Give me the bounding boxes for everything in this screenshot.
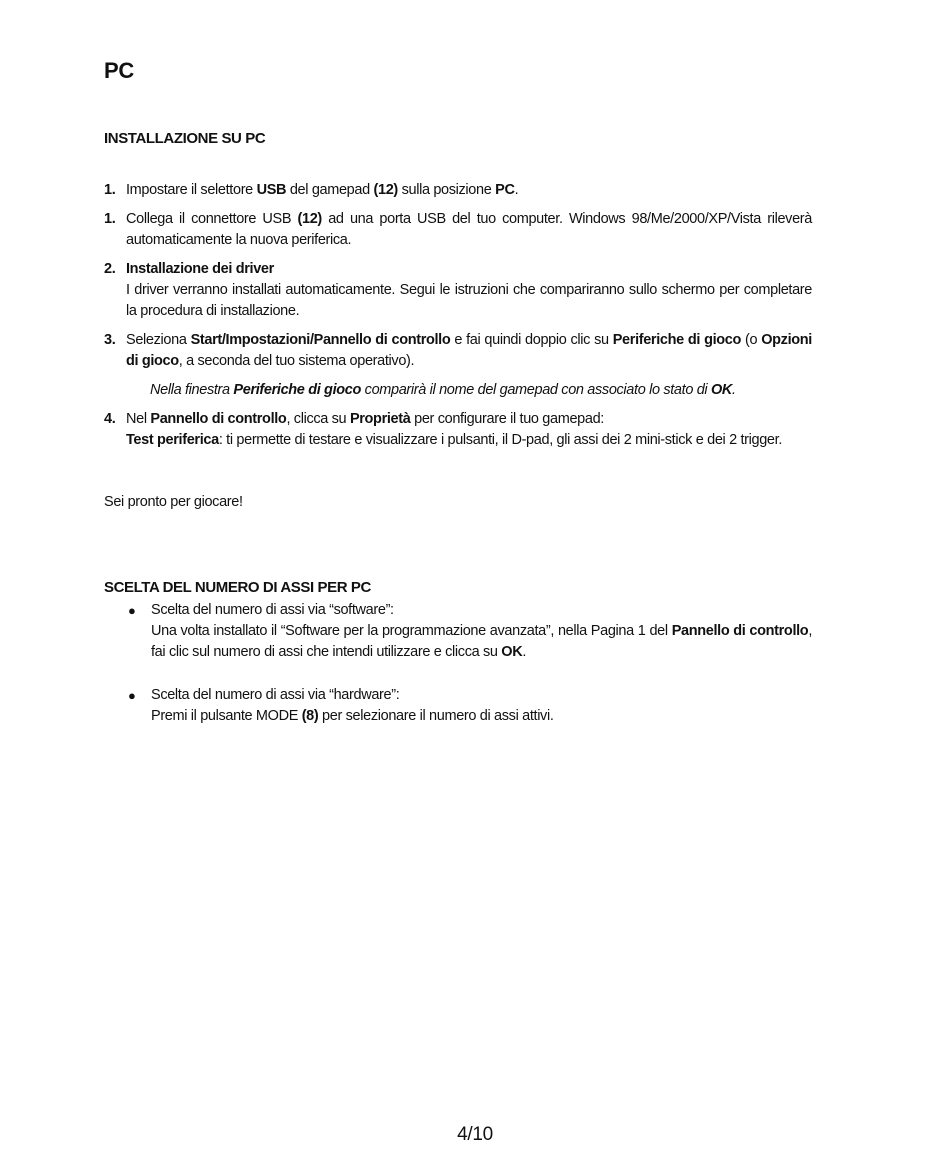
list-item-title: Scelta del numero di assi via “software”: <box>151 602 394 618</box>
bullet-icon: ● <box>128 688 136 703</box>
list-item <box>104 685 812 727</box>
install-heading: INSTALLAZIONE SU PC <box>104 130 266 147</box>
step-description: I driver verranno installati automaticamente. Segui le istruzioni che compariranno sullo schermo per completare la procedura di installazione. <box>126 282 812 319</box>
step-4 <box>104 409 812 451</box>
bullet-icon: ● <box>128 603 136 618</box>
step-text: Impostare il selettore USB del gamepad (12) sulla posizione PC. <box>126 182 519 198</box>
step-number: 3. <box>104 332 116 348</box>
page-title: PC <box>104 58 134 83</box>
list-item-title: Scelta del numero di assi via “hardware”: <box>151 687 400 703</box>
list-item-text: Scelta del numero di assi via “software”: Una volta installato il “Software per la programmazione avanzata”, nella Pagina 1 del Pannello di controllo, fai clic sul numero di assi che intendi utilizzare e clicca su OK. <box>151 602 812 660</box>
step-number: 4. <box>104 411 116 427</box>
page-number: 4/10 <box>457 1124 493 1145</box>
step-number: 2. <box>104 261 116 277</box>
axes-heading: SCELTA DEL NUMERO DI ASSI PER PC <box>104 579 371 596</box>
step-3-note: Nella finestra Periferiche di gioco comparirà il nome del gamepad con associato lo stato di OK. <box>150 382 736 398</box>
step-text <box>126 259 812 322</box>
axes-options <box>104 600 812 749</box>
step-3 <box>104 330 812 372</box>
step-number: 1. <box>104 211 116 227</box>
step-heading: Installazione dei driver <box>126 261 274 277</box>
install-steps <box>104 180 812 459</box>
step-text: Seleziona Start/Impostazioni/Pannello di controllo e fai quindi doppio clic su Periferiche di gioco (o Opzioni di gioco, a seconda del tuo sistema operativo). <box>126 332 812 369</box>
step-text: Nel Pannello di controllo, clicca su Proprietà per configurare il tuo gamepad: Test periferica: ti permette di testare e visualizzare i pulsanti, il D-pad, gli assi dei 2 mini-stick e dei 2 trigger. <box>126 411 783 448</box>
step-2 <box>104 259 812 322</box>
step-text: Collega il connettore USB (12) ad una porta USB del tuo computer. Windows 98/Me/2000/XP/Vista rileverà automaticamente la nuova periferica. <box>126 211 812 248</box>
step-1b <box>104 209 812 251</box>
step-number: 1. <box>104 182 116 198</box>
list-item-text: Scelta del numero di assi via “hardware”: Premi il pulsante MODE (8) per selezionare il numero di assi attivi. <box>151 685 812 727</box>
list-item <box>104 600 812 663</box>
step-1a <box>104 180 812 201</box>
ready-text: Sei pronto per giocare! <box>104 494 243 510</box>
